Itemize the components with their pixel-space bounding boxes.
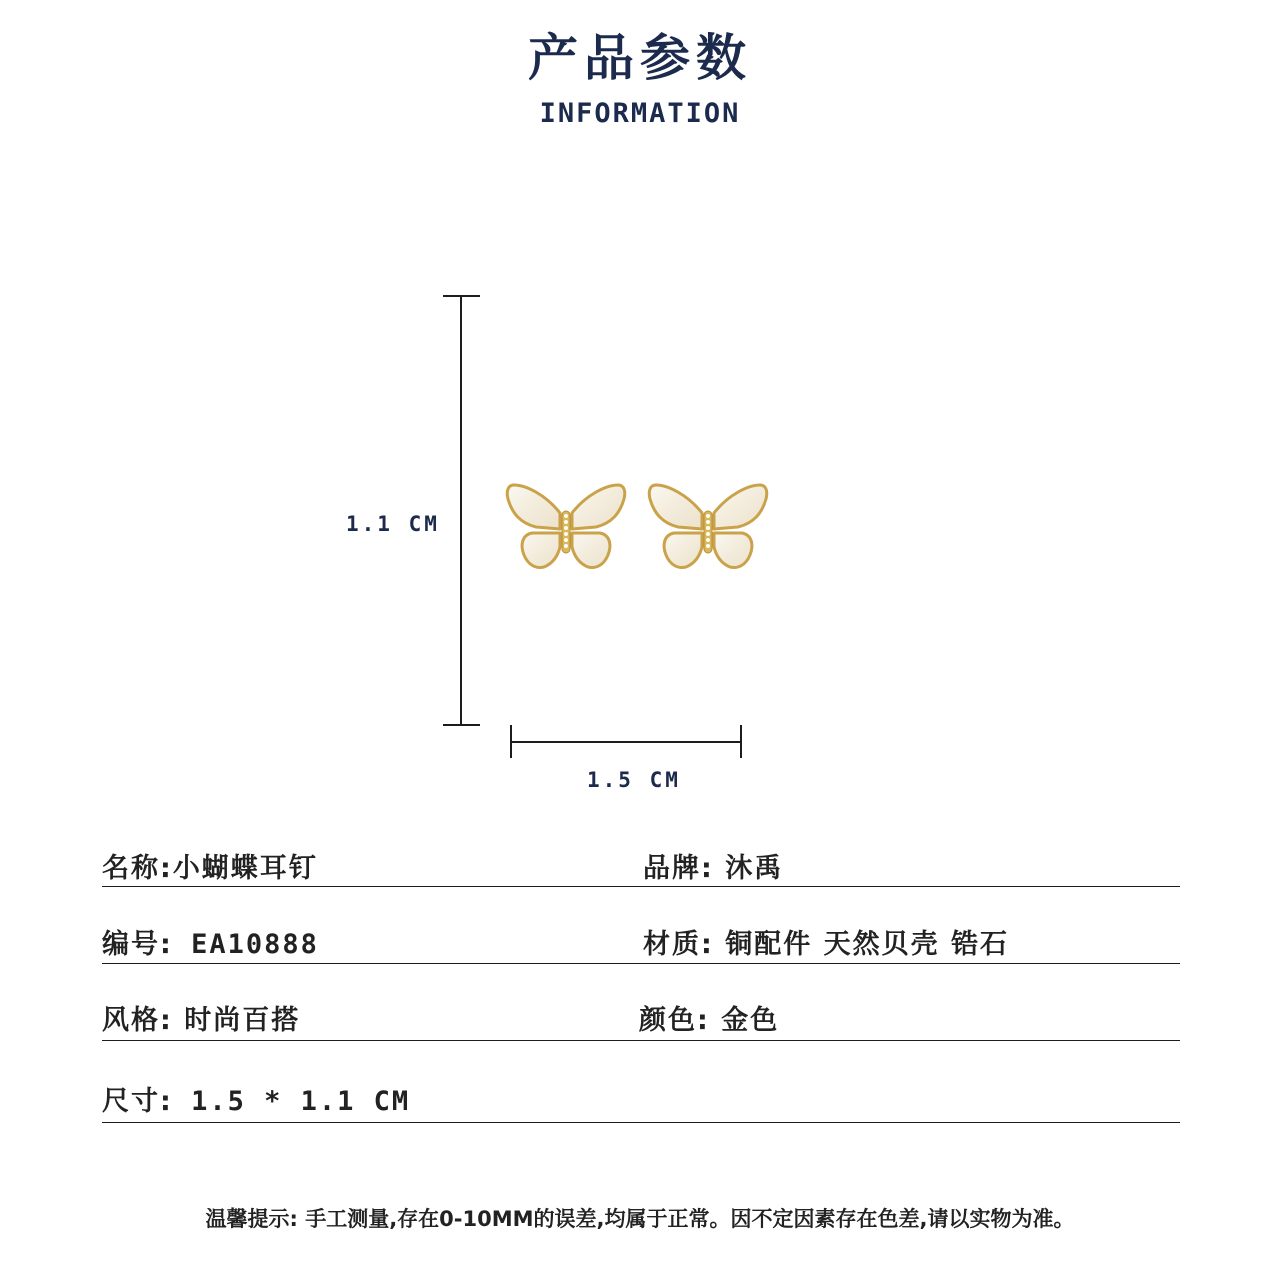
spec-code-value: EA10888 xyxy=(172,929,319,960)
spec-material-key: 材质: xyxy=(643,929,714,960)
spec-size xyxy=(102,1079,410,1118)
page-subtitle: INFORMATION xyxy=(539,98,741,129)
spec-color-key: 颜色: xyxy=(639,1005,710,1036)
spec-style xyxy=(102,998,300,1037)
row-divider xyxy=(102,886,1180,887)
row-divider xyxy=(102,1040,1180,1041)
spec-size-value: 1.5 * 1.1 CM xyxy=(172,1086,411,1117)
spec-name-value: 小蝴蝶耳钉 xyxy=(172,853,318,884)
spec-color-value: 金色 xyxy=(709,1005,780,1036)
width-label: 1.5 CM xyxy=(587,768,681,792)
spec-code xyxy=(102,922,319,961)
spec-style-key: 风格: xyxy=(102,1005,173,1036)
footer-note: 温馨提示: 手工测量,存在0-10MM的误差,均属于正常。因不定因素存在色差,请以实物为准。 xyxy=(205,1207,1075,1231)
spec-brand-value: 沐禹 xyxy=(713,853,784,884)
spec-name xyxy=(102,846,318,885)
row-divider xyxy=(102,963,1180,964)
page-title: 产品参数 xyxy=(528,28,752,87)
spec-material xyxy=(643,922,1009,961)
spec-style-value: 时尚百搭 xyxy=(172,1005,301,1036)
spec-size-key: 尺寸: xyxy=(102,1086,173,1117)
spec-material-value: 铜配件 天然贝壳 锆石 xyxy=(713,929,1010,960)
height-label: 1.1 CM xyxy=(346,512,440,536)
spec-color xyxy=(639,998,779,1037)
spec-name-key: 名称: xyxy=(102,853,173,884)
spec-code-key: 编号: xyxy=(102,929,173,960)
spec-brand-key: 品牌: xyxy=(643,853,714,884)
spec-brand xyxy=(643,846,783,885)
row-divider xyxy=(102,1122,1180,1123)
